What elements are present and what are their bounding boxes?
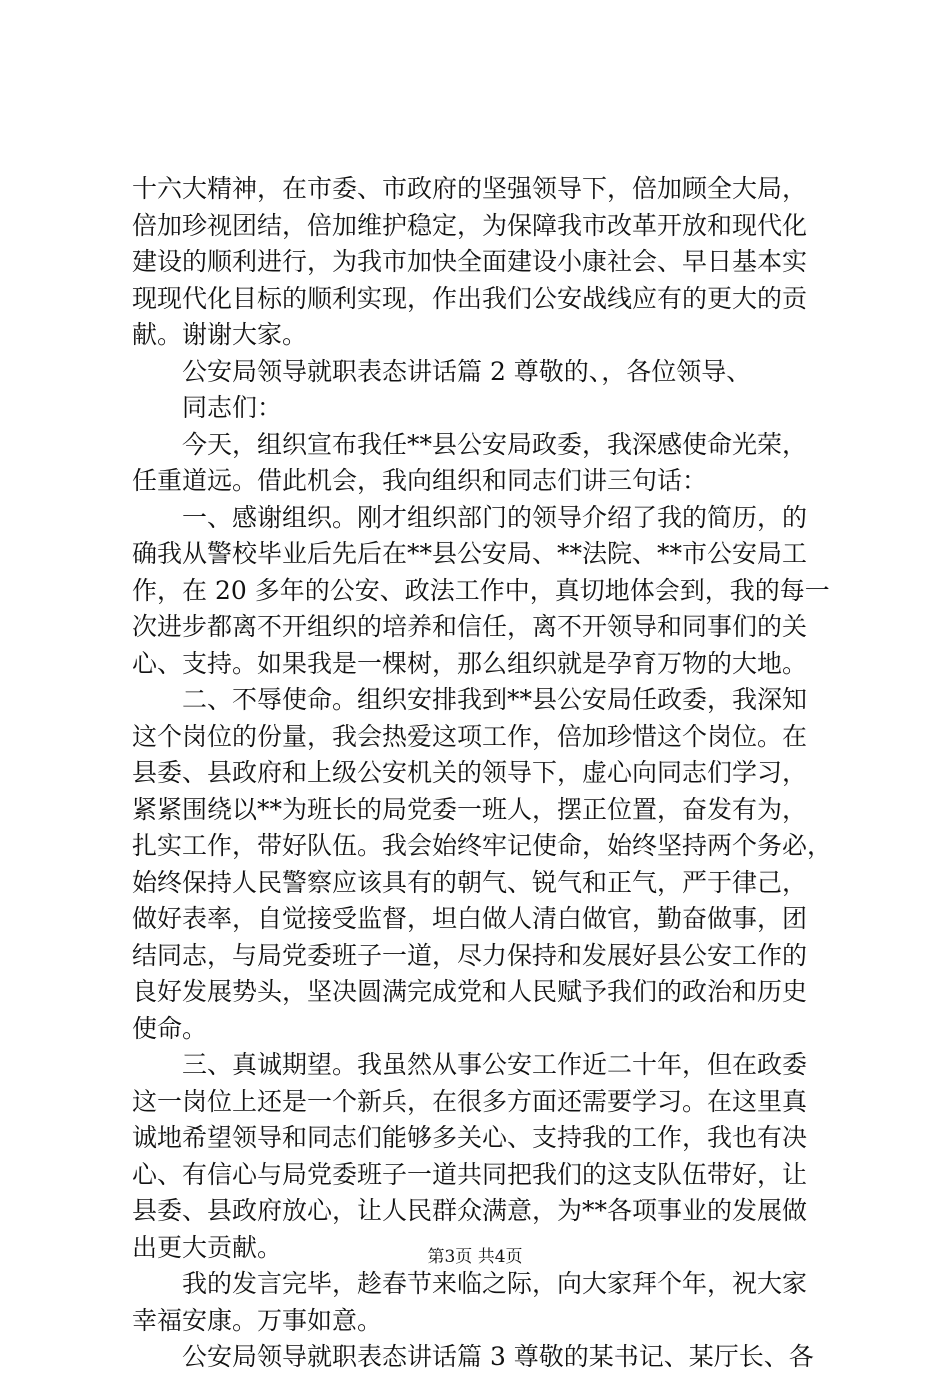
- text-line: 一、感谢组织。刚才组织部门的领导介绍了我的简历，的: [182, 502, 808, 532]
- text-line: 作，在 20 多年的公安、政法工作中，真切地体会到，我的每一: [132, 575, 830, 605]
- text-line: 扎实工作，带好队伍。我会始终牢记使命，始终坚持两个务必，: [132, 831, 832, 860]
- text-line: 三、真诚期望。我虽然从事公安工作近二十年，但在政委: [182, 1050, 808, 1079]
- text-line: 心、有信心与局党委班子一道共同把我们的这支队伍带好，让: [132, 1159, 808, 1189]
- text-line: 我的发言完毕，趁春节来临之际，向大家拜个年，祝大家: [182, 1269, 808, 1298]
- text-line: 十六大精神，在市委、市政府的坚强领导下，倍加顾全大局，: [132, 174, 808, 203]
- page-footer: 第3页 共4页: [427, 1247, 523, 1267]
- text-line: 心、支持。如果我是一棵树，那么组织就是孕育万物的大地。: [132, 648, 808, 678]
- text-line: 结同志，与局党委班子一道，尽力保持和发展好县公安工作的: [132, 940, 808, 970]
- text-line: 这个岗位的份量，我会热爱这项工作，倍加珍惜这个岗位。在: [132, 721, 808, 751]
- text-line: 确我从警校毕业后先后在**县公安局、**法院、**市公安局工: [132, 539, 808, 568]
- text-line: 倍加珍视团结，倍加维护稳定，为保障我市改革开放和现代化: [132, 210, 808, 240]
- text-line: 现现代化目标的顺利实现，作出我们公安战线应有的更大的贡: [132, 283, 808, 313]
- text-line: 出更大贡献。: [132, 1232, 283, 1262]
- text-line: 使命。: [132, 1013, 208, 1043]
- text-line: 县委、县政府放心，让人民群众满意，为**各项事业的发展做: [132, 1196, 808, 1225]
- text-line: 做好表率，自觉接受监督，坦白做人清白做官，勤奋做事，团: [132, 904, 808, 933]
- document-body: [132, 171, 832, 1376]
- text-line: 幸福安康。万事如意。: [132, 1305, 383, 1335]
- text-line: 这一岗位上还是一个新兵，在很多方面还需要学习。在这里真: [132, 1086, 808, 1116]
- text-line: 次进步都离不开组织的培养和信任，离不开领导和同事们的关: [132, 612, 808, 641]
- text-line: 任重道远。借此机会，我向组织和同志们讲三句话：: [132, 466, 708, 495]
- text-line: 二、不辱使命。组织安排我到**县公安局任政委，我深知: [182, 685, 808, 714]
- text-line: 良好发展势头，坚决圆满完成党和人民赋予我们的政治和历史: [132, 977, 808, 1006]
- text-line: 同志们：: [182, 393, 283, 422]
- text-line: 建设的顺利进行，为我市加快全面建设小康社会、早日基本实: [132, 247, 808, 276]
- text-line: 诚地希望领导和同志们能够多关心、支持我的工作，我也有决: [132, 1123, 808, 1152]
- text-line: 公安局领导就职表态讲话篇 3 尊敬的某书记、某厅长、各: [182, 1342, 814, 1371]
- text-line: 始终保持人民警察应该具有的朝气、锐气和正气，严于律己，: [132, 867, 808, 897]
- text-line: 紧紧围绕以**为班长的局党委一班人，摆正位置，奋发有为，: [132, 794, 808, 824]
- text-line: 公安局领导就职表态讲话篇 2 尊敬的、，各位领导、: [182, 356, 752, 386]
- text-line: 县委、县政府和上级公安机关的领导下，虚心向同志们学习，: [132, 758, 808, 787]
- text-line: 献。谢谢大家。: [132, 320, 308, 349]
- text-line: 今天，组织宣布我任**县公安局政委，我深感使命光荣，: [182, 429, 808, 459]
